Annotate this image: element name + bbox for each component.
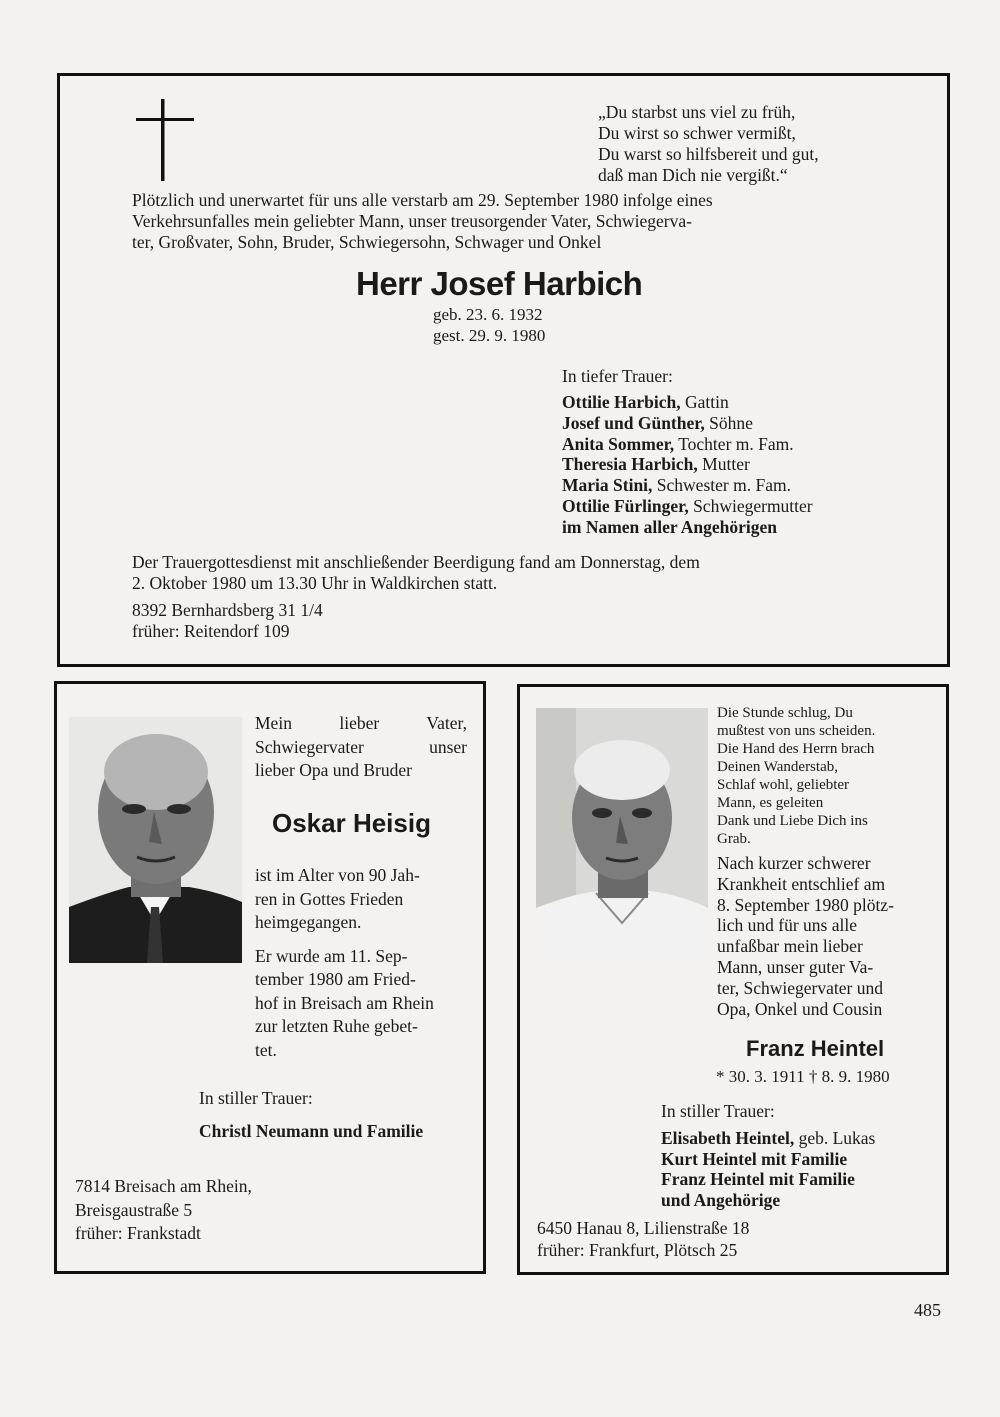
address: 8392 Bernhardsberg 31 1/4 früher: Reitendorf 109 (132, 600, 323, 641)
mourners-list (562, 392, 813, 538)
body-text: Nach kurzer schwerer Krankheit entschlief am 8. September 1980 plötz- lich und für uns alle unfaßbar mein lieber Mann, unser guter Va- ter, Schwiegervater und Opa, Onkel und Cousin (717, 853, 894, 1019)
list-item: im Namen aller Angehörigen (562, 516, 778, 537)
mourning-label: In stiller Trauer: (661, 1101, 775, 1121)
list-item: Ottilie Harbich, Gattin (562, 392, 729, 412)
list-item: und Angehörige (661, 1189, 781, 1210)
service-info: Der Trauergottesdienst mit anschließender Beerdigung fand am Donnerstag, dem 2. Oktober 1980 um 13.30 Uhr in Waldkirchen statt. (132, 552, 700, 593)
deceased-name: Herr Josef Harbich (356, 265, 643, 302)
address: 7814 Breisach am Rhein, Breisgaustraße 5 früher: Frankstadt (75, 1176, 252, 1243)
list-item: Ottilie Fürlinger, Schwiegermutter (562, 495, 813, 516)
deceased-name: Franz Heintel (746, 1036, 885, 1061)
obituary-franz-heintel (517, 684, 949, 1275)
address: 6450 Hanau 8, Lilienstraße 18 früher: Frankfurt, Plötsch 25 (537, 1218, 750, 1260)
obituary-josef-harbich (57, 73, 950, 667)
deceased-name: Oskar Heisig (272, 808, 431, 838)
body-text: ist im Alter von 90 Jah- ren in Gottes Frieden heimgegangen. Er wurde am 11. Sep- tember 1980 am Fried- hof in Breisach am Rhein zur letzten Ruhe gebet- tet. (255, 865, 434, 1060)
mourning-label: In tiefer Trauer: (562, 366, 673, 386)
mourning-label: In stiller Trauer: (199, 1088, 313, 1108)
list-item: Elisabeth Heintel, geb. Lukas (661, 1128, 876, 1148)
mourners-list (661, 1128, 875, 1210)
obituary-oskar-heisig (54, 681, 486, 1274)
list-item: Theresia Harbich, Mutter (562, 454, 750, 475)
list-item: Franz Heintel mit Familie (661, 1169, 855, 1189)
list-item: Anita Sommer, Tochter m. Fam. (562, 433, 794, 454)
list-item: Kurt Heintel mit Familie (661, 1148, 848, 1169)
portrait-photo (69, 717, 242, 963)
poem-quote: „Du starbst uns viel zu früh, Du wirst so schwer vermißt, Du warst so hilfsbereit und gut, daß man Dich nie vergißt.“ (598, 102, 819, 185)
portrait-photo (536, 708, 708, 955)
list-item: Josef und Günther, Söhne (562, 412, 753, 433)
page-number: 485 (914, 1300, 941, 1320)
intro-text: Mein lieber Vater, Schwiegervater unser lieber Opa und Bruder (255, 713, 467, 780)
intro-text: Plötzlich und unerwartet für uns alle verstarb am 29. September 1980 infolge eines Verkehrsunfalles mein geliebter Mann, unser treusorgender Vater, Schwiegerva- ter, Großvater, Sohn, Bruder, Schwiegersohn, Schwager und Onkel (132, 190, 713, 252)
life-dates: * 30. 3. 1911 † 8. 9. 1980 (716, 1067, 890, 1086)
list-item: Maria Stini, Schwester m. Fam. (562, 475, 791, 496)
signer: Christl Neumann und Familie (199, 1121, 424, 1141)
cross-icon (136, 99, 196, 181)
life-dates: geb. 23. 6. 1932 gest. 29. 9. 1980 (433, 305, 546, 345)
poem: Die Stunde schlug, Du mußtest von uns scheiden. Die Hand des Herrn brach Deinen Wanderstab, Schlaf wohl, geliebter Mann, es geleiten Dank und Liebe Dich ins Grab. (717, 705, 876, 847)
